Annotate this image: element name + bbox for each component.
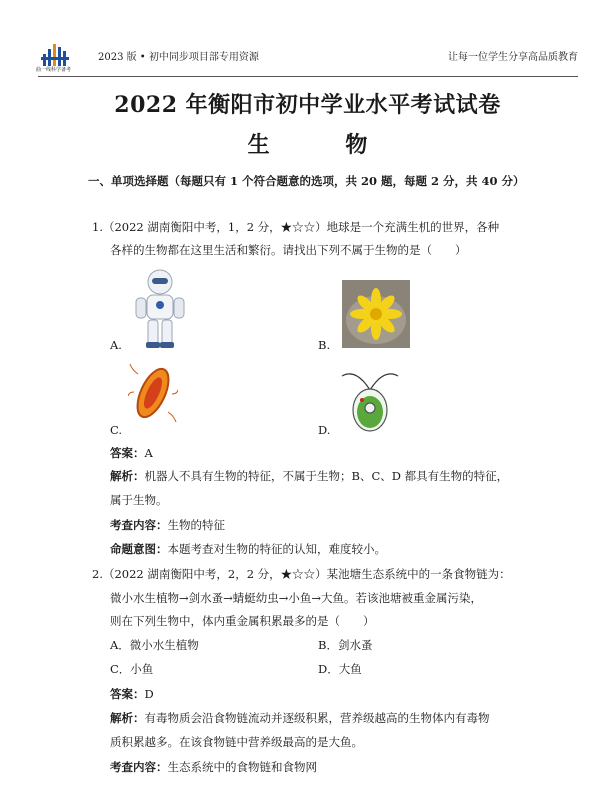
section-title: 一、单项选择题（每题只有 1 个符合题意的选项，共 20 题，每题 2 分，共 40 分）: [88, 174, 525, 188]
bacterium-image: [128, 362, 178, 424]
q2-stem-line2: 微小水生植物→剑水蚤→蜻蜓幼虫→小鱼→大鱼。若该池塘被重金属污染，: [110, 591, 483, 605]
q1-content: 生物的特征: [167, 518, 225, 532]
q1-option-c: C.: [110, 423, 123, 437]
flower-image: [342, 280, 410, 348]
q2-answer: D: [144, 687, 154, 701]
robot-image: [130, 268, 190, 350]
q2-content-label: 考查内容：: [110, 760, 168, 774]
chlamydomonas-image: [340, 362, 400, 434]
exam-title: 2022 年衡阳市初中学业水平考试试卷: [114, 92, 501, 118]
q1-option-d: D.: [318, 423, 331, 437]
q1-answer-label: 答案：: [110, 446, 145, 460]
q1-option-b: B.: [318, 338, 331, 352]
q1-content-line: [110, 517, 225, 533]
subject-title: 生 物: [247, 132, 402, 158]
q1-intent-line: [110, 541, 386, 557]
q1-answer: A: [144, 446, 153, 460]
q1-stem-line2: 各样的生物都在这里生活和繁衍。请找出下列不属于生物的是（ ）: [110, 243, 467, 257]
q2-content: 生态系统中的食物链和食物网: [167, 760, 317, 774]
q1-intent: 本题考查对生物的特征的认知，难度较小。: [167, 542, 386, 556]
q2-option-c: C．小鱼: [110, 662, 154, 676]
q2-analysis-label: 解析：: [110, 711, 145, 725]
q1-option-a: A.: [110, 338, 122, 352]
q2-analysis-text1: 有毒物质会沿食物链流动并逐级积累，营养级越高的生物体内有毒物: [144, 711, 490, 725]
q2-answer-label: 答案：: [110, 687, 145, 701]
q1-analysis-label: 解析：: [110, 469, 145, 483]
header-left-text: 2023 版 • 初中同步项目部专用资源: [98, 52, 259, 63]
q1-intent-label: 命题意图：: [110, 542, 168, 556]
page-header: [38, 36, 578, 77]
header-right-text: 让每一位学生分享高品质教育: [448, 52, 578, 63]
q1-analysis-line1: [110, 468, 508, 484]
q2-content-line: [110, 759, 317, 775]
q2-stem-line3: 则在下列生物中，体内重金属积累最多的是（ ）: [110, 614, 375, 628]
q2-answer-line: [110, 686, 154, 702]
q1-content-label: 考查内容：: [110, 518, 168, 532]
q1-stem-line1: 1.（2022 湖南衡阳中考，1，2 分，★☆☆）地球是一个充满生机的世界，各种: [92, 220, 500, 234]
q1-answer-line: [110, 445, 153, 461]
logo-text: 曲一线科学备考: [36, 67, 72, 73]
q1-analysis-text1: 机器人不具有生物的特征，不属于生物；B、C、D 都具有生物的特征，: [144, 469, 509, 483]
q2-stem-line1: 2.（2022 湖南衡阳中考，2，2 分，★☆☆）某池塘生态系统中的一条食物链为：: [92, 567, 511, 581]
q1-analysis-line2: 属于生物。: [110, 493, 168, 507]
q2-option-a: A．微小水生植物: [110, 638, 199, 652]
q2-analysis-line2: 质积累越多。在该食物链中营养级最高的是大鱼。: [110, 735, 363, 749]
q2-option-b: B．剑水蚤: [318, 638, 373, 652]
q2-analysis-line1: [110, 710, 490, 726]
q2-option-d: D．大鱼: [318, 662, 362, 676]
